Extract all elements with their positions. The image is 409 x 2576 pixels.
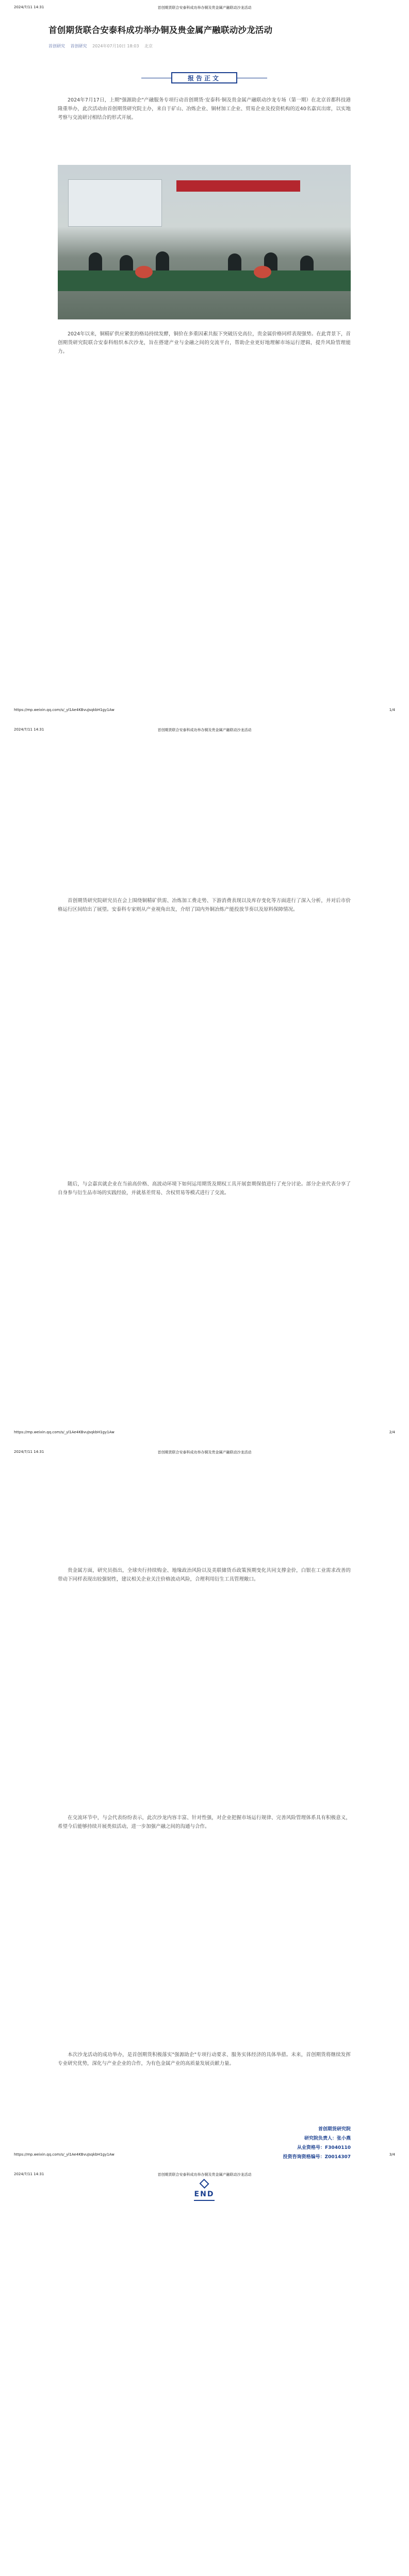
end-label: END [194, 2190, 215, 2199]
author-link[interactable]: 首创研究 [70, 44, 87, 48]
flower-decoration [135, 266, 153, 278]
flower-decoration [254, 266, 271, 278]
end-mark [188, 2180, 221, 2201]
print-date: 2024/7/11 14:31 [14, 2172, 44, 2176]
print-footer [0, 1430, 409, 1437]
banner-illustration [176, 180, 300, 192]
print-date: 2024/7/11 14:31 [14, 727, 44, 732]
print-footer [0, 2153, 409, 2160]
article-meta [48, 43, 157, 49]
page-url[interactable]: https://mp.weixin.qq.com/s/_yl1Ae4KBvuJsqkbH1gy1Aw [14, 708, 114, 712]
contact-advisor-number: 投资咨询资格编号：Z0014307 [283, 2155, 351, 2160]
page-url[interactable]: https://mp.weixin.qq.com/s/_yl1Ae4KBvuJsqkbH1gy1Aw [14, 2153, 114, 2157]
print-header [0, 2172, 409, 2180]
print-date: 2024/7/11 14:31 [14, 1450, 44, 1454]
body-paragraph: 2024年以来，铜精矿供应紧张的格局持续发酵，铜价在多重因素共振下突破历史高位，贵金属价格同样表现强势。在此背景下，首创期货研究院联合安泰科组织本次沙龙，旨在搭建产业与金融之间的交流平台，帮助企业更好地理解市场运行逻辑，提升风险管理能力。 [58, 331, 351, 354]
page-number: 2/4 [389, 1430, 395, 1434]
publish-location: 北京 [144, 44, 153, 48]
print-header [0, 5, 409, 13]
body-paragraph: 首创期货研究院研究员在会上围绕铜精矿供需、冶炼加工费走势、下游消费表现以及库存变化等方面进行了深入分析，并对后市价格运行区间给出了展望。安泰科专家则从产业视角出发，介绍了国内外铜冶炼产能投放节奏以及原料保障情况。 [58, 898, 351, 912]
body-paragraph: 本次沙龙活动的成功举办，是首创期货积极落实"强源助企"专项行动要求、服务实体经济的具体举措。未来，首创期货将继续发挥专业研究优势，深化与产业企业的合作，为有色金属产业的高质量发展贡献力量。 [58, 2052, 351, 2066]
page-number: 1/4 [389, 708, 395, 712]
article-title: 首创期货联合安泰科成功举办铜及贵金属产融联动沙龙活动 [48, 25, 273, 35]
screen-illustration [68, 179, 162, 227]
print-title: 首创期货联合安泰科成功举办铜及贵金属产融联动沙龙活动 [157, 1450, 252, 1454]
print-header [0, 1450, 409, 1458]
body-paragraph: 随后，与会嘉宾就企业在当前高价格、高波动环境下如何运用期货及期权工具开展套期保值进行了充分讨论。部分企业代表分享了自身参与衍生品市场的实践经验，并就基差贸易、含权贸易等模式进行了交流。 [58, 1181, 351, 1196]
contact-qualification: 从业资格号：F3040110 [297, 2145, 351, 2150]
table-illustration [58, 270, 351, 291]
print-date: 2024/7/11 14:31 [14, 5, 44, 9]
print-title: 首创期货联合安泰科成功举办铜及贵金属产融联动沙龙活动 [157, 6, 252, 10]
attendee-figure [89, 252, 102, 273]
print-title: 首创期货联合安泰科成功举办铜及贵金属产融联动沙龙活动 [157, 2173, 252, 2177]
publish-date: 2024年07月10日 18:03 [92, 44, 139, 48]
page-url[interactable]: https://mp.weixin.qq.com/s/_yl1Ae4KBvuJsqkbH1gy1Aw [14, 1430, 114, 1434]
event-photo [58, 165, 351, 319]
attendee-figure [156, 251, 169, 272]
section-tag: 报告正文 [171, 72, 237, 83]
print-header [0, 727, 409, 736]
intro-paragraph: 2024年7月17日，上期"强源助企"产融服务专项行动首创期货·安泰科·铜及贵金属产融联动沙龙专场（第一期）在北京首都科技港隆重举办，此次活动由首创期货研究院主办，来自于矿山、冶炼企业、铜材加工企业、贸易企业及投资机构的近40名嘉宾出席，以实地考察与交流研讨相结合的形式开展。 [58, 97, 351, 121]
source-link[interactable]: 首创研究 [48, 44, 65, 48]
contact-org: 首创期货研究院 [318, 2127, 351, 2132]
print-footer [0, 708, 409, 715]
body-paragraph: 在交流环节中，与会代表纷纷表示，此次沙龙内容丰富、针对性强，对企业把握市场运行规律、完善风险管理体系具有积极意义，希望今后能够持续开展类似活动，进一步加强产融之间的沟通与合作。 [58, 1815, 351, 1829]
end-divider [194, 2200, 215, 2201]
body-paragraph: 贵金属方面，研究员指出，全球央行持续购金、地缘政治风险以及美联储货币政策预期变化共同支撑金价，白银在工业需求改善的带动下同样表现出较强韧性，建议相关企业关注价格波动风险，合理利用衍生工具管理敞口。 [58, 1568, 351, 1582]
page-number: 3/4 [389, 2153, 395, 2157]
print-title: 首创期货联合安泰科成功举办铜及贵金属产融联动沙龙活动 [157, 728, 252, 732]
contact-role: 研究院负责人：张小燕 [304, 2136, 351, 2141]
